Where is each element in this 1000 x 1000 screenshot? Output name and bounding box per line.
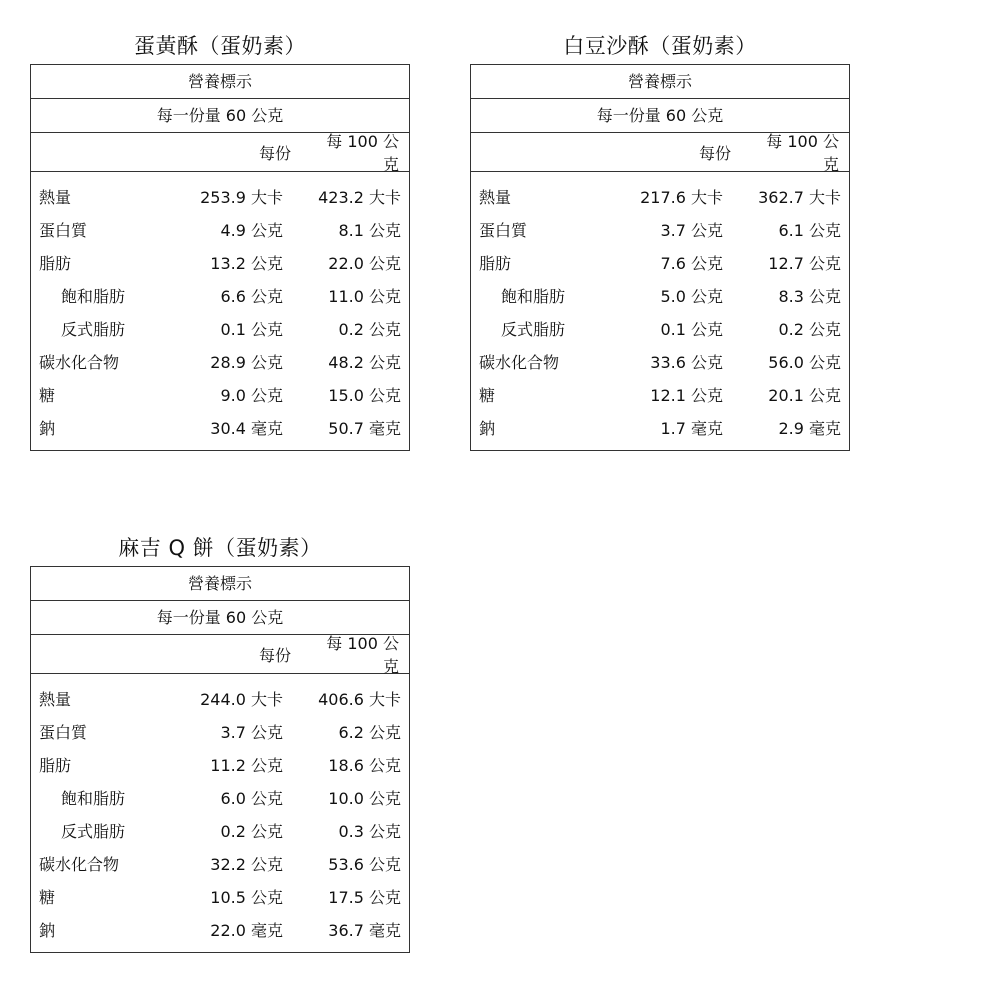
per-serving-value: 22.0 毫克 — [210, 921, 283, 940]
column-header-per-100g: 每 100 公克 — [326, 132, 399, 174]
per-100g-value: 0.2 公克 — [338, 320, 401, 339]
nutrient-name: 碳水化合物 — [479, 353, 560, 372]
nutrient-name: 飽和脂肪 — [61, 287, 126, 306]
table-row — [31, 748, 409, 781]
per-serving-value: 32.2 公克 — [210, 855, 283, 874]
per-100g-value: 20.1 公克 — [768, 386, 841, 405]
per-serving-value: 0.2 公克 — [220, 822, 283, 841]
nutrient-name: 反式脂肪 — [501, 320, 566, 339]
label-title: 麻吉 Q 餅（蛋奶素） — [118, 536, 322, 560]
per-serving-value: 5.0 公克 — [660, 287, 723, 306]
per-serving-value: 12.1 公克 — [650, 386, 723, 405]
per-100g-value: 8.3 公克 — [778, 287, 841, 306]
per-100g-value: 48.2 公克 — [328, 353, 401, 372]
per-100g-value: 56.0 公克 — [768, 353, 841, 372]
serving-size: 每一份量 60 公克 — [31, 99, 409, 133]
per-serving-value: 3.7 公克 — [220, 723, 283, 742]
per-serving-value: 9.0 公克 — [220, 386, 283, 405]
nutrient-name: 脂肪 — [39, 254, 72, 273]
per-serving-value: 6.6 公克 — [220, 287, 283, 306]
per-100g-value: 50.7 毫克 — [328, 419, 401, 438]
serving-size: 每一份量 60 公克 — [31, 601, 409, 635]
table-row — [31, 345, 409, 378]
nutrient-rows — [31, 682, 409, 952]
nutrient-name: 脂肪 — [39, 756, 72, 775]
per-serving-value: 28.9 公克 — [210, 353, 283, 372]
per-serving-value: 30.4 毫克 — [210, 419, 283, 438]
table-row — [471, 345, 849, 378]
nutrient-name: 糖 — [39, 386, 56, 405]
nutrition-table — [470, 64, 850, 451]
per-serving-value: 33.6 公克 — [650, 353, 723, 372]
per-serving-value: 217.6 大卡 — [640, 188, 723, 207]
nutrient-name: 蛋白質 — [39, 221, 88, 240]
table-row — [471, 213, 849, 246]
per-100g-value: 8.1 公克 — [338, 221, 401, 240]
per-100g-value: 36.7 毫克 — [328, 921, 401, 940]
per-serving-value: 0.1 公克 — [220, 320, 283, 339]
serving-size: 每一份量 60 公克 — [471, 99, 849, 133]
nutrient-name: 糖 — [479, 386, 496, 405]
nutrient-name: 鈉 — [39, 921, 56, 940]
per-100g-value: 6.2 公克 — [338, 723, 401, 742]
nutrient-name: 脂肪 — [479, 254, 512, 273]
nutrition-table — [30, 566, 410, 953]
per-serving-value: 1.7 毫克 — [660, 419, 723, 438]
nutrient-rows — [31, 180, 409, 450]
per-serving-value: 4.9 公克 — [220, 221, 283, 240]
table-row — [31, 279, 409, 312]
per-100g-value: 53.6 公克 — [328, 855, 401, 874]
per-100g-value: 6.1 公克 — [778, 221, 841, 240]
column-header-per-serving: 每份 — [258, 645, 291, 665]
nutrition-label-egg-yolk-pastry — [30, 28, 410, 451]
nutrition-label-white-bean-pastry — [470, 28, 850, 451]
table-heading: 營養標示 — [31, 65, 409, 99]
nutrient-name: 熱量 — [39, 690, 72, 709]
column-header-per-serving: 每份 — [258, 143, 291, 163]
per-100g-value: 15.0 公克 — [328, 386, 401, 405]
column-header-row — [31, 133, 409, 172]
per-100g-value: 17.5 公克 — [328, 888, 401, 907]
nutrient-name: 反式脂肪 — [61, 320, 126, 339]
per-100g-value: 362.7 大卡 — [758, 188, 841, 207]
label-title: 蛋黃酥（蛋奶素） — [134, 34, 306, 58]
per-100g-value: 2.9 毫克 — [778, 419, 841, 438]
nutrition-table — [30, 64, 410, 451]
table-row — [31, 312, 409, 345]
per-100g-value: 18.6 公克 — [328, 756, 401, 775]
table-row — [31, 378, 409, 411]
table-row — [31, 814, 409, 847]
per-serving-value: 11.2 公克 — [210, 756, 283, 775]
column-header-per-serving: 每份 — [698, 143, 731, 163]
table-row — [31, 180, 409, 213]
nutrient-name: 飽和脂肪 — [501, 287, 566, 306]
table-row — [471, 246, 849, 279]
nutrient-name: 鈉 — [479, 419, 496, 438]
per-100g-value: 423.2 大卡 — [318, 188, 401, 207]
per-serving-value: 0.1 公克 — [660, 320, 723, 339]
per-serving-value: 10.5 公克 — [210, 888, 283, 907]
table-row — [471, 378, 849, 411]
column-header-per-100g: 每 100 公克 — [766, 132, 839, 174]
per-100g-value: 0.2 公克 — [778, 320, 841, 339]
nutrient-name: 熱量 — [479, 188, 512, 207]
per-100g-value: 11.0 公克 — [328, 287, 401, 306]
per-serving-value: 3.7 公克 — [660, 221, 723, 240]
table-row — [471, 312, 849, 345]
nutrient-name: 蛋白質 — [39, 723, 88, 742]
table-heading: 營養標示 — [471, 65, 849, 99]
table-row — [31, 880, 409, 913]
nutrient-name: 糖 — [39, 888, 56, 907]
per-100g-value: 12.7 公克 — [768, 254, 841, 273]
table-heading: 營養標示 — [31, 567, 409, 601]
per-100g-value: 0.3 公克 — [338, 822, 401, 841]
nutrient-name: 反式脂肪 — [61, 822, 126, 841]
nutrient-name: 碳水化合物 — [39, 855, 120, 874]
column-header-per-100g: 每 100 公克 — [326, 634, 399, 676]
table-row — [31, 411, 409, 444]
nutrition-label-mochi-q-cake — [30, 530, 410, 953]
table-row — [31, 682, 409, 715]
nutrient-name: 飽和脂肪 — [61, 789, 126, 808]
table-row — [471, 180, 849, 213]
table-row — [471, 279, 849, 312]
nutrient-rows — [471, 180, 849, 450]
table-row — [31, 847, 409, 880]
per-100g-value: 22.0 公克 — [328, 254, 401, 273]
column-header-row — [31, 635, 409, 674]
per-serving-value: 7.6 公克 — [660, 254, 723, 273]
column-header-row — [471, 133, 849, 172]
per-100g-value: 406.6 大卡 — [318, 690, 401, 709]
per-serving-value: 253.9 大卡 — [200, 188, 283, 207]
per-100g-value: 10.0 公克 — [328, 789, 401, 808]
per-serving-value: 13.2 公克 — [210, 254, 283, 273]
table-row — [31, 781, 409, 814]
table-row — [471, 411, 849, 444]
table-row — [31, 715, 409, 748]
nutrient-name: 碳水化合物 — [39, 353, 120, 372]
table-row — [31, 913, 409, 946]
per-serving-value: 6.0 公克 — [220, 789, 283, 808]
per-serving-value: 244.0 大卡 — [200, 690, 283, 709]
nutrient-name: 蛋白質 — [479, 221, 528, 240]
nutrient-name: 熱量 — [39, 188, 72, 207]
table-row — [31, 246, 409, 279]
table-row — [31, 213, 409, 246]
label-title: 白豆沙酥（蛋奶素） — [563, 34, 757, 58]
nutrient-name: 鈉 — [39, 419, 56, 438]
